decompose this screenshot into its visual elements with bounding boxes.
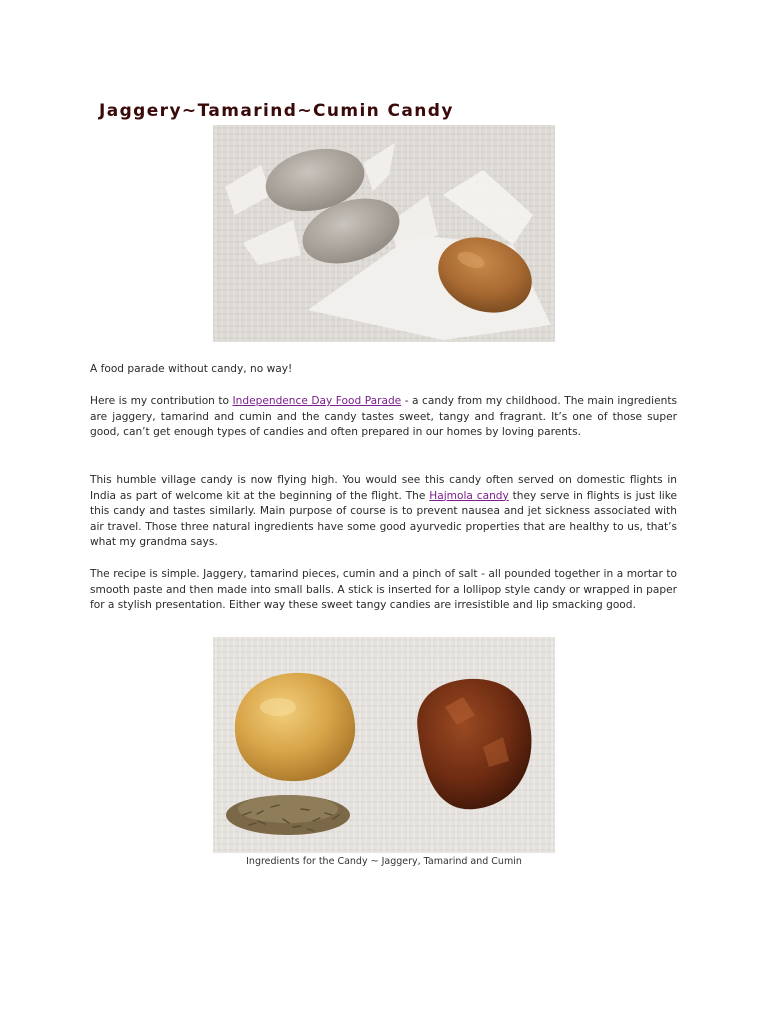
intro-paragraph: A food parade without candy, no way! [90, 363, 293, 375]
ingredients-photo [213, 637, 555, 853]
paragraph-text: - a candy from my childhood. The main ingredients are jaggery, tamarind and cumin and the candy tastes sweet, tangy and fragrant. It’s one of those super good, can’t get enough types of candies and often prepared in our homes by loving parents. [90, 395, 677, 439]
photo-caption: Ingredients for the Candy ~ Jaggery, Tamarind and Cumin [246, 856, 522, 867]
paragraph-text: they serve in flights is just like this candy and tastes similarly. Main purpose of course is to prevent nausea and jet sickness associated with air travel. Those three natural ingredients have some good ayurvedic properties that are healthy to us, that’s what my grandma says. [90, 489, 677, 549]
article-title: Jaggery~Tamarind~Cumin Candy [99, 101, 454, 121]
paragraph-text: Here is my contribution to [90, 395, 233, 407]
recipe-paragraph: The recipe is simple. Jaggery, tamarind pieces, cumin and a pinch of salt - all pounded together in a mortar to smooth paste and then made into small balls. A stick is inserted for a lollipop style candy or wrapped in paper for a stylish presentation. Either way these sweet tangy candies are irresistible and lip smacking good. [90, 568, 677, 612]
paragraph-text: This humble village candy is now flying high. You would see this candy often served on domestic flights in India as part of welcome kit at the beginning of the flight. The [90, 474, 677, 502]
candy-photo [213, 125, 555, 342]
hajmola-candy-link[interactable]: Hajmola candy [429, 489, 509, 502]
independence-day-food-parade-link[interactable]: Independence Day Food Parade [232, 395, 402, 407]
contribution-paragraph [90, 394, 677, 441]
village-candy-paragraph [90, 473, 677, 551]
